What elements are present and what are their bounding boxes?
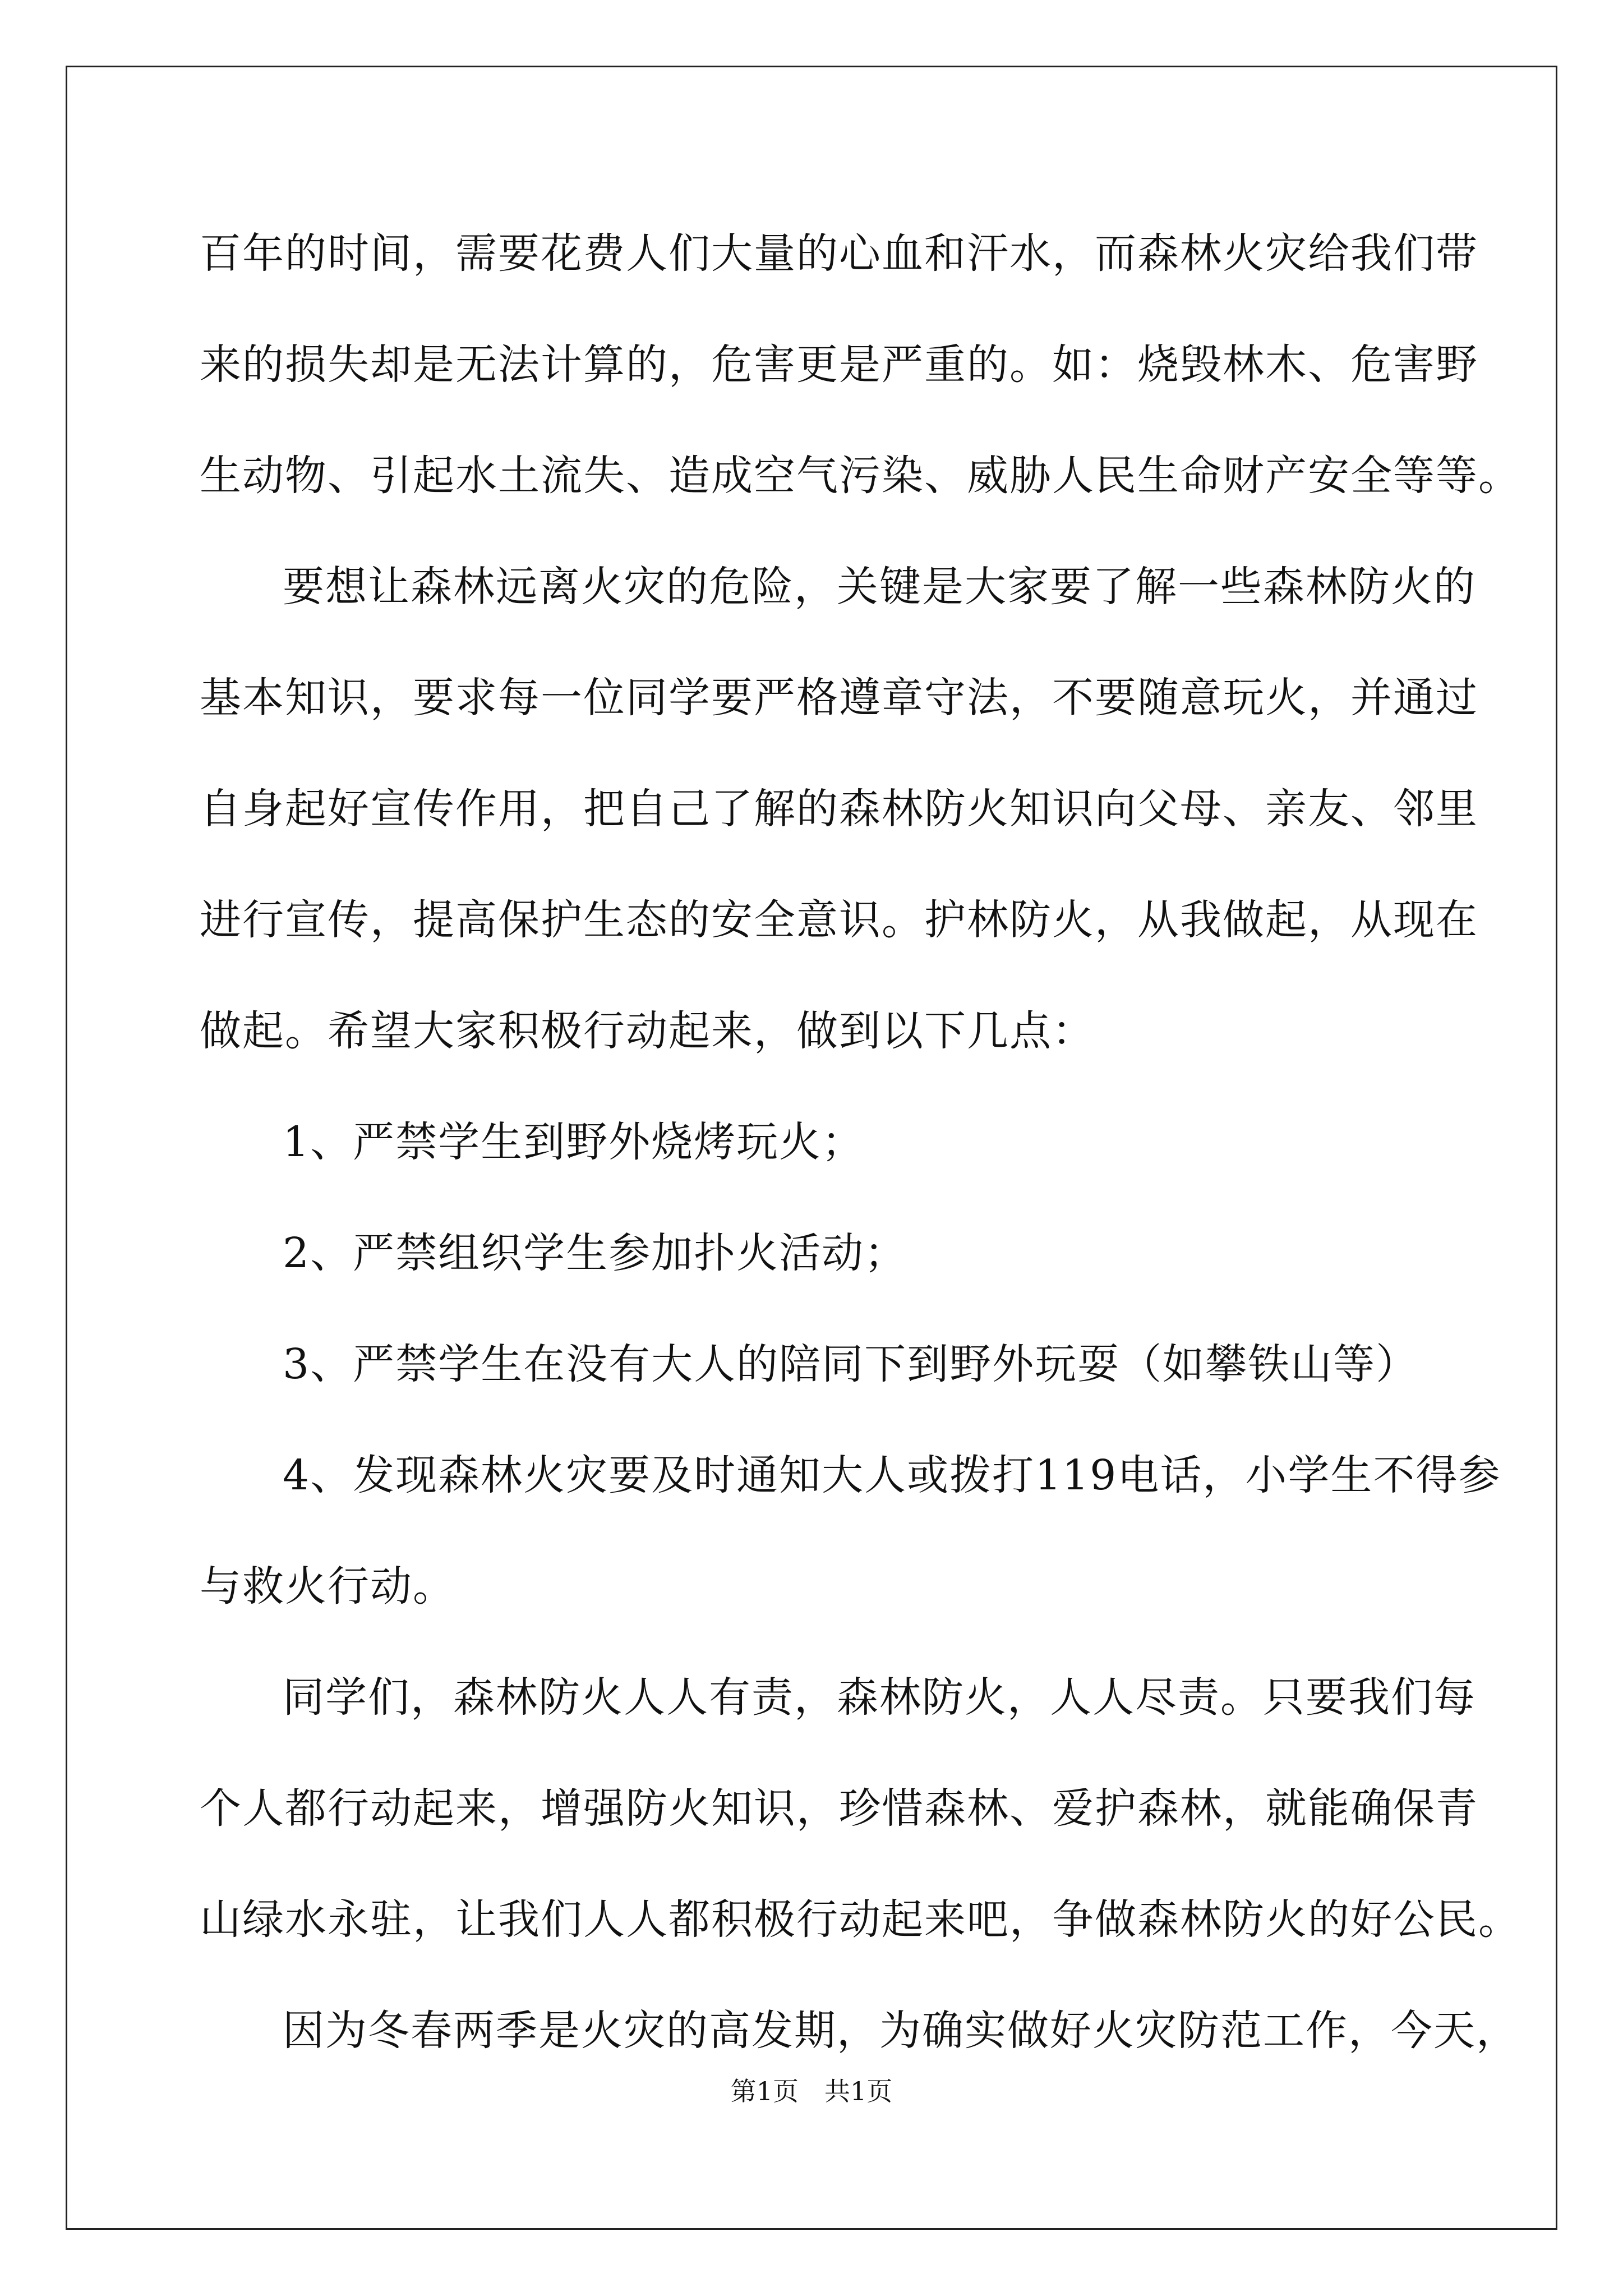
text-line: 与救火行动。	[200, 1562, 455, 1611]
paragraph-start-line: 同学们，森林防火人人有责，森林防火，人人尽责。只要我们每	[283, 1673, 1476, 1722]
page-number-footer: 第1页 共1页	[730, 2076, 893, 2106]
text-line: 自身起好宣传作用，把自己了解的森林防火知识向父母、亲友、邻里	[200, 785, 1478, 833]
text-line: 来的损失却是无法计算的，危害更是严重的。如：烧毁林木、危害野	[200, 341, 1478, 389]
text-line: 百年的时间，需要花费人们大量的心血和汗水，而森林火灾给我们带	[200, 229, 1478, 278]
text-line: 进行宣传，提高保护生态的安全意识。护林防火，从我做起，从现在	[200, 896, 1478, 944]
list-item: 3、严禁学生在没有大人的陪同下到野外玩耍（如攀铁山等）	[283, 1340, 1419, 1388]
text-line: 个人都行动起来，增强防火知识，珍惜森林、爱护森林，就能确保青	[200, 1784, 1478, 1833]
text-line: 做起。希望大家积极行动起来，做到以下几点：	[200, 1007, 1095, 1055]
paragraph-start-line: 因为冬春两季是火灾的高发期，为确实做好火灾防范工作，今天，	[283, 2007, 1519, 2055]
list-item: 2、严禁组织学生参加扑火活动；	[283, 1229, 907, 1277]
text-line: 基本知识，要求每一位同学要严格遵章守法，不要随意玩火，并通过	[200, 674, 1478, 722]
paragraph-start-line: 要想让森林远离火灾的危险，关键是大家要了解一些森林防火的	[283, 563, 1476, 611]
list-item: 4、发现森林火灾要及时通知大人或拨打119电话，小学生不得参	[283, 1451, 1501, 1499]
text-line: 山绿水永驻，让我们人人都积极行动起来吧，争做森林防火的好公民。	[200, 1895, 1521, 1944]
text-line: 生动物、引起水土流失、造成空气污染、威胁人民生命财产安全等等。	[200, 452, 1521, 500]
list-item: 1、严禁学生到野外烧烤玩火；	[283, 1118, 865, 1166]
